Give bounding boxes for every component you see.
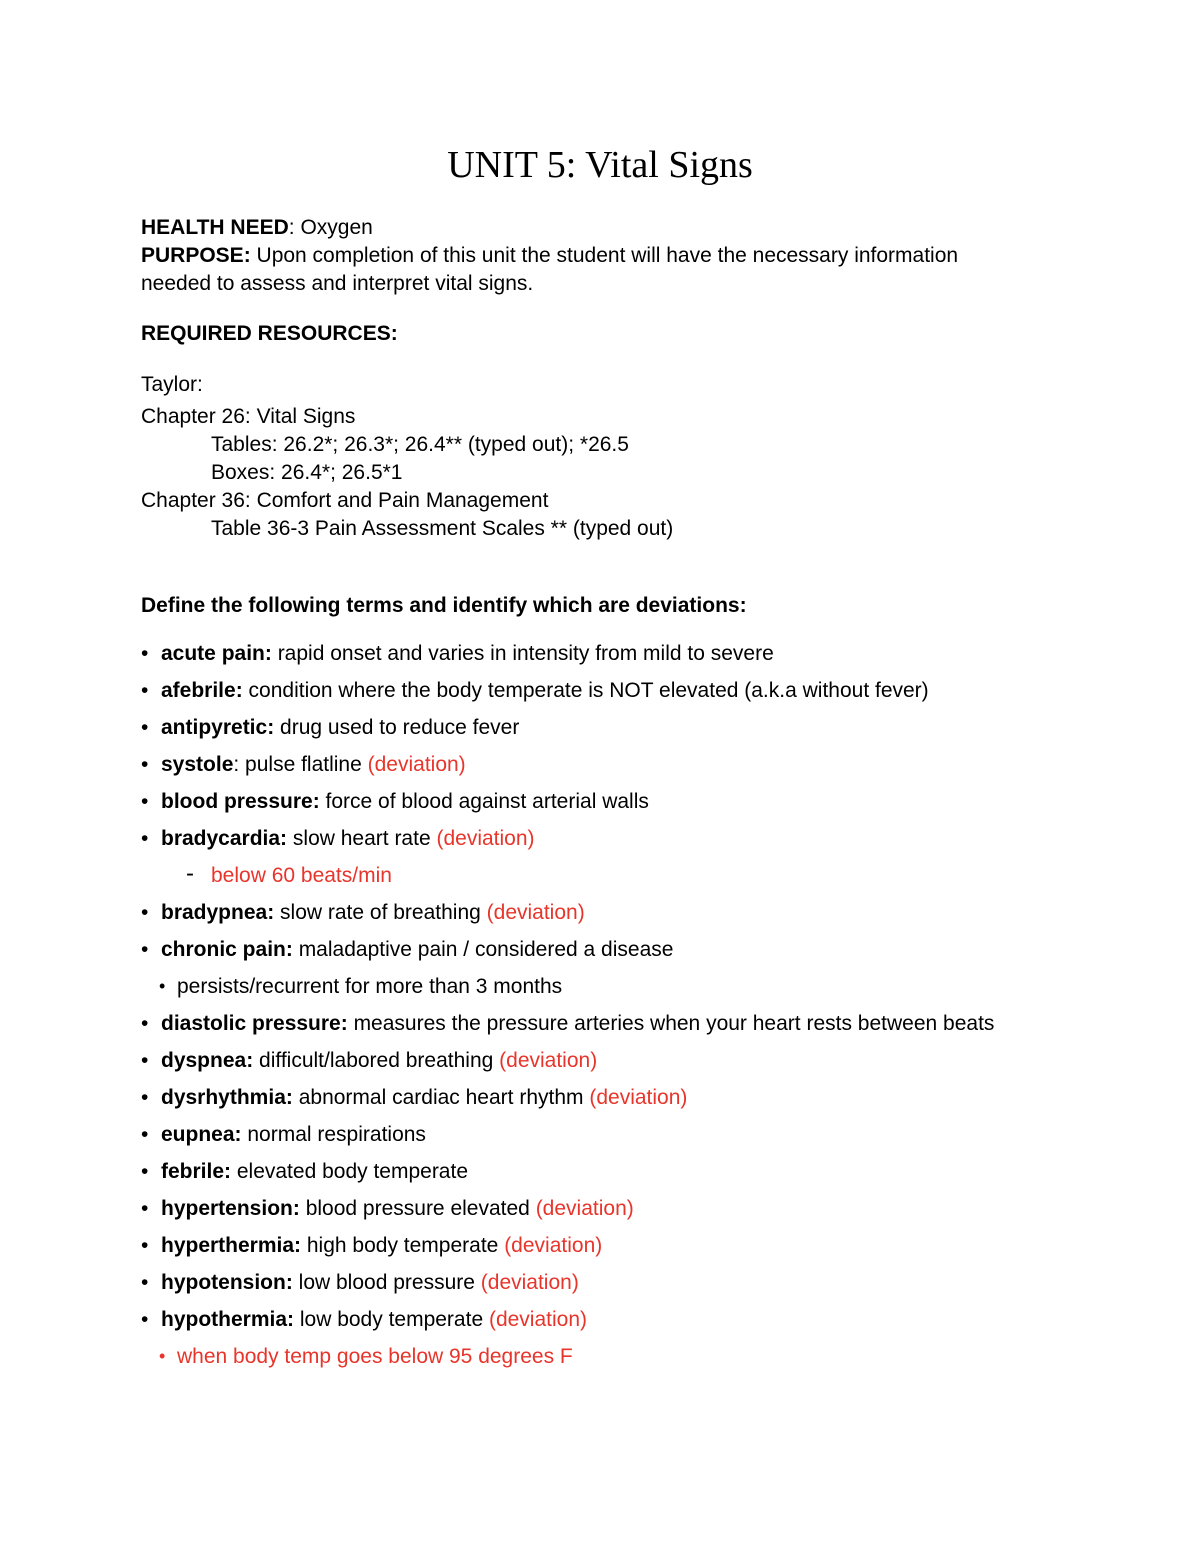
bullet: • <box>141 679 149 702</box>
bullet: • <box>141 1160 149 1183</box>
chapter-36-table: Table 36-3 Pain Assessment Scales ** (typed out) <box>211 517 674 540</box>
list-item <box>141 936 1071 963</box>
deviation-marker: (deviation) <box>486 901 585 924</box>
deviation-marker: (deviation) <box>367 753 466 776</box>
dash-bullet: - <box>186 860 194 887</box>
term-name: antipyretic: <box>161 716 275 739</box>
resources-author: Taylor: <box>141 373 203 396</box>
terms-list <box>141 640 1071 1380</box>
term-definition: normal respirations <box>241 1123 426 1146</box>
list-item <box>141 1158 1071 1185</box>
list-item <box>141 899 1071 926</box>
term-definition: rapid onset and varies in intensity from mild to severe <box>271 642 774 665</box>
header-info <box>141 214 1071 298</box>
term-definition: slow heart rate <box>287 827 437 850</box>
sub-item-text: persists/recurrent for more than 3 months <box>177 975 563 998</box>
required-resources-heading: REQUIRED RESOURCES: <box>141 322 398 345</box>
list-item <box>141 1306 1071 1333</box>
list-item <box>141 1084 1071 1111</box>
bullet: • <box>141 1049 149 1072</box>
chapter-26: Chapter 26: Vital Signs <box>141 405 356 428</box>
health-need-label: HEALTH NEED <box>141 216 289 239</box>
term-name: diastolic pressure: <box>161 1012 348 1035</box>
chapter-26-boxes: Boxes: 26.4*; 26.5*1 <box>211 461 403 484</box>
list-item <box>141 825 1071 852</box>
list-item <box>141 751 1071 778</box>
bullet: • <box>141 1123 149 1146</box>
list-item <box>141 677 1071 704</box>
sub-list-item <box>141 1343 1071 1370</box>
chapter-36: Chapter 36: Comfort and Pain Management <box>141 489 549 512</box>
purpose-line-2: needed to assess and interpret vital signs. <box>141 272 534 295</box>
term-definition: difficult/labored breathing <box>253 1049 500 1072</box>
term-definition: low blood pressure <box>292 1271 481 1294</box>
term-name: febrile: <box>161 1160 232 1183</box>
list-item <box>141 640 1071 667</box>
sub-list-item <box>141 862 1071 889</box>
deviation-marker: (deviation) <box>499 1049 598 1072</box>
term-name: hypothermia: <box>161 1308 295 1331</box>
bullet: • <box>141 1012 149 1035</box>
bullet: • <box>159 1346 166 1366</box>
term-definition: : pulse flatline <box>233 753 368 776</box>
term-name: systole <box>161 753 234 776</box>
sub-list-item <box>141 973 1071 1000</box>
term-name: bradypnea: <box>161 901 275 924</box>
term-definition: low body temperate <box>294 1308 489 1331</box>
bullet: • <box>141 938 149 961</box>
term-name: blood pressure: <box>161 790 320 813</box>
term-name: acute pain: <box>161 642 272 665</box>
list-item <box>141 788 1071 815</box>
list-item <box>141 1232 1071 1259</box>
bullet: • <box>141 1271 149 1294</box>
sub-item-text: when body temp goes below 95 degrees F <box>177 1345 573 1368</box>
term-definition: high body temperate <box>301 1234 505 1257</box>
resources-list <box>141 403 1071 543</box>
term-name: chronic pain: <box>161 938 293 961</box>
term-name: dyspnea: <box>161 1049 254 1072</box>
term-name: eupnea: <box>161 1123 242 1146</box>
term-definition: elevated body temperate <box>231 1160 469 1183</box>
bullet: • <box>141 827 149 850</box>
term-name: afebrile: <box>161 679 243 702</box>
bullet: • <box>141 1234 149 1257</box>
term-name: bradycardia: <box>161 827 288 850</box>
list-item <box>141 1195 1071 1222</box>
purpose-text-1: Upon completion of this unit the student will have the necessary information <box>250 244 959 267</box>
deviation-marker: (deviation) <box>504 1234 603 1257</box>
list-item <box>141 714 1071 741</box>
bullet: • <box>141 1086 149 1109</box>
page-title: UNIT 5: Vital Signs <box>447 144 753 186</box>
list-item <box>141 1047 1071 1074</box>
list-item <box>141 1121 1071 1148</box>
term-definition: maladaptive pain / considered a disease <box>292 938 674 961</box>
term-name: dysrhythmia: <box>161 1086 293 1109</box>
bullet: • <box>159 976 166 996</box>
term-definition: force of blood against arterial walls <box>319 790 649 813</box>
deviation-marker: (deviation) <box>488 1308 588 1331</box>
deviation-marker: (deviation) <box>480 1271 579 1294</box>
term-definition: abnormal cardiac heart rhythm <box>292 1086 590 1109</box>
term-name: hypotension: <box>161 1271 293 1294</box>
purpose-line-1 <box>141 242 1071 270</box>
term-name: hyperthermia: <box>161 1234 302 1257</box>
sub-item-text: below 60 beats/min <box>211 864 392 887</box>
term-definition: measures the pressure arteries when your heart rests between beats <box>347 1012 995 1035</box>
deviation-marker: (deviation) <box>535 1197 634 1220</box>
bullet: • <box>141 790 149 813</box>
list-item <box>141 1010 1071 1037</box>
deviation-marker: (deviation) <box>589 1086 688 1109</box>
deviation-marker: (deviation) <box>436 827 535 850</box>
bullet: • <box>141 1197 149 1220</box>
purpose-label: PURPOSE: <box>141 244 251 267</box>
bullet: • <box>141 753 149 776</box>
term-definition: blood pressure elevated <box>299 1197 536 1220</box>
bullet: • <box>141 1308 149 1331</box>
health-need-value: : Oxygen <box>288 216 373 239</box>
health-need-line <box>141 214 1071 242</box>
chapter-26-tables: Tables: 26.2*; 26.3*; 26.4** (typed out); *26.5 <box>211 433 629 456</box>
bullet: • <box>141 642 149 665</box>
bullet: • <box>141 716 149 739</box>
term-definition: drug used to reduce fever <box>274 716 520 739</box>
bullet: • <box>141 901 149 924</box>
list-item <box>141 1269 1071 1296</box>
term-name: hypertension: <box>161 1197 300 1220</box>
term-definition: slow rate of breathing <box>274 901 487 924</box>
term-definition: condition where the body temperate is NOT elevated (a.k.a without fever) <box>242 679 929 702</box>
define-heading: Define the following terms and identify which are deviations: <box>141 594 747 617</box>
